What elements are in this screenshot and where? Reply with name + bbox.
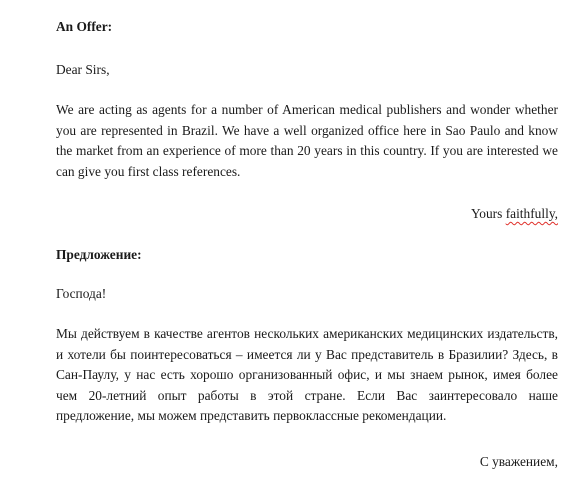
closing-word-faithfully: faithfully, [505,206,558,221]
english-heading: An Offer: [56,19,113,34]
closing-word-yours: Yours [470,206,503,221]
english-salutation: Dear Sirs, [56,62,110,77]
russian-heading: Предложение: [56,247,142,262]
document-body [56,17,558,472]
russian-closing: С уважением, [479,453,558,469]
english-body-paragraph: We are acting as agents for a number of American medical publishers and wonder whether you are represented in Brazil. We have a well organized office here in Sao Paulo and know the market from an experience of more than 20 years in this country. If you are interested we can give you first class references. [56,102,558,179]
russian-body-paragraph: Мы действуем в качестве агентов нескольких американских медицинских издательств, и хотели бы поинтересоваться – имеется ли у Вас представитель в Бразилии? Здесь, в Сан-Паулу, у нас есть хорошо организованный офис, и мы знаем рынок, имея более чем 20-летний опыт работы в этой стране. Если Вас заинтересовало наше предложение, мы можем представить первоклассные рекомендации. [56,326,558,423]
english-closing [56,204,558,224]
russian-salutation: Господа! [56,286,107,301]
